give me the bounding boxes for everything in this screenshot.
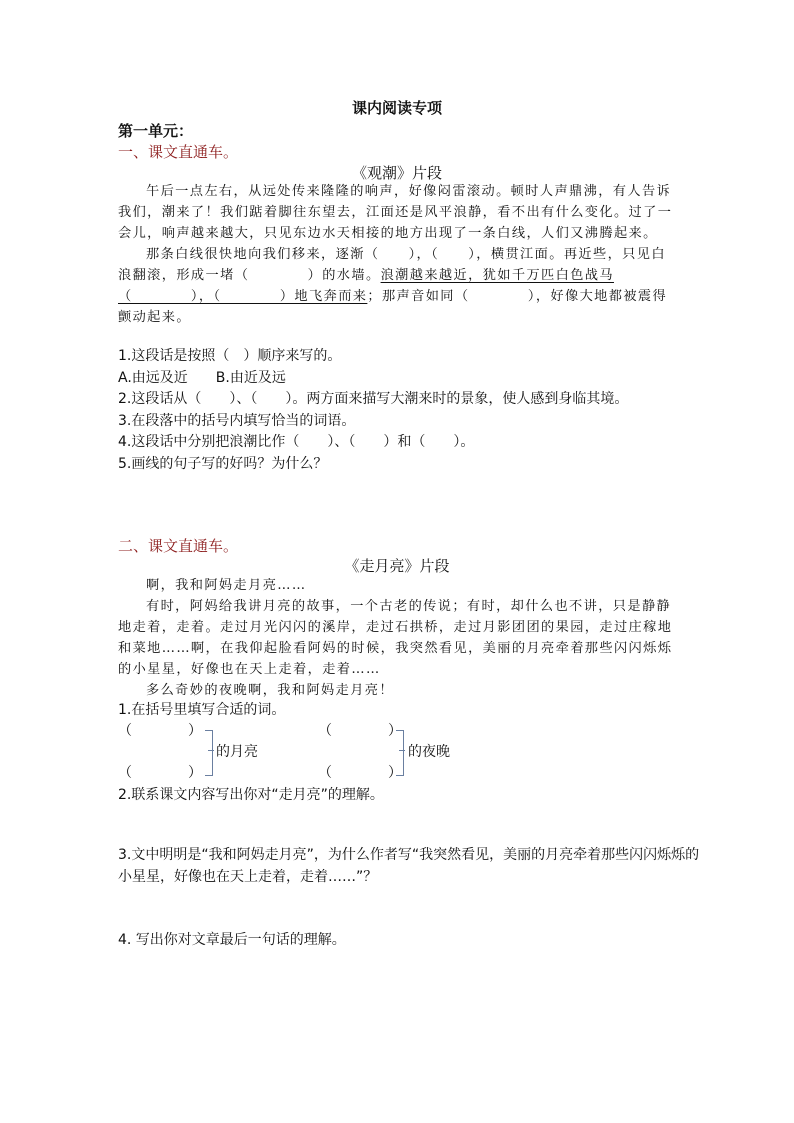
question-1-options: A.由远及近 B.由近及远 <box>118 369 286 386</box>
paragraph: 午后一点左右，从远处传来隆隆的响声，好像闷雷滚动。顿时人声鼎沸，有人告诉我们，潮来了！我们踮着脚往东望去，江面还是风平浪静，看不出有什么变化。过了一会儿，响声越来越大，只见东边水天相接的地方出现了一条白线，人们又沸腾起来。 <box>118 184 673 241</box>
unit-heading: 第一单元： <box>118 122 194 140</box>
blank-paren[interactable]: （ ） <box>118 723 202 739</box>
passage-guanchao <box>118 181 678 328</box>
blank-paren[interactable]: （ ） <box>318 723 402 739</box>
blank-paren[interactable]: （ ） <box>318 765 402 781</box>
page-title: 课内阅读专项 <box>351 99 442 117</box>
passage-zouyueliang <box>118 575 678 701</box>
label-night: 的夜晚 <box>408 744 450 760</box>
brace-icon <box>205 730 213 776</box>
section-2-heading: 二、课文直通车。 <box>118 537 239 555</box>
question-4: 4.这段话中分别把浪潮比作（ ）、（ ）和（ ）。 <box>118 434 475 450</box>
question-3: 3.在段落中的括号内填写恰当的词语。 <box>118 412 356 429</box>
question-2-zouyueliang: 2.联系课文内容写出你对“走月亮”的理解。 <box>118 787 384 803</box>
underlined-sentence: 浪潮越来越近，犹如千万匹白色战马（ ），（ ）地飞奔而来 <box>118 268 614 304</box>
paragraph <box>118 244 678 328</box>
question-4-zouyueliang: 4. 写出你对文章最后一句话的理解。 <box>118 932 346 948</box>
question-1-fill: 1.在括号里填写合适的词。 <box>118 702 286 718</box>
passage-title-zouyueliang: 《走月亮》片段 <box>344 557 450 575</box>
brace-tick <box>399 750 405 751</box>
paragraph: 啊，我和阿妈走月亮…… <box>146 578 307 593</box>
blank-paren[interactable]: （ ） <box>118 765 202 781</box>
paragraph: 有时，阿妈给我讲月亮的故事，一个古老的传说；有时，却什么也不讲，只是静静地走着，走着。走过月光闪闪的溪岸，走过石拱桥，走过月影团团的果园，走过庄稼地和菜地……啊，在我仰起脸看阿妈的时候，我突然看见，美丽的月亮牵着那些闪闪烁烁的小星星，好像也在天上走着，走着…… <box>118 599 673 677</box>
text: ；那声音如同（ ），好像大地都被震得颤动起来。 <box>118 289 668 325</box>
question-3-zouyueliang: 3.文中明明是“我和阿妈走月亮”，为什么作者写“我突然看见，美丽的月亮牵着那些闪闪烁烁的小星星，好像也在天上走着，走着……”？ <box>118 847 700 885</box>
question-1: 1.这段话是按照（ ）顺序来写的。 <box>118 348 342 364</box>
brace-icon <box>396 730 404 776</box>
section-1-heading: 一、课文直通车。 <box>118 143 239 161</box>
questions-section-1 <box>118 346 708 475</box>
text: 那条白线很快地向我们移来，逐渐（ ），（ ），横贯江面。再近些，只见白浪翻滚，形成一堵（ ）的水墙。 <box>118 247 666 283</box>
paragraph: 多么奇妙的夜晚啊，我和阿妈走月亮！ <box>146 683 394 698</box>
question-5: 5.画线的句子写的好吗？为什么？ <box>118 455 328 472</box>
question-2: 2.这段话从（ ）、（ ）。两方面来描写大潮来时的景象，使人感到身临其境。 <box>118 391 629 407</box>
passage-title-guanchao: 《观潮》片段 <box>351 164 442 182</box>
brace-tick <box>208 750 214 751</box>
label-moon: 的月亮 <box>216 744 258 760</box>
